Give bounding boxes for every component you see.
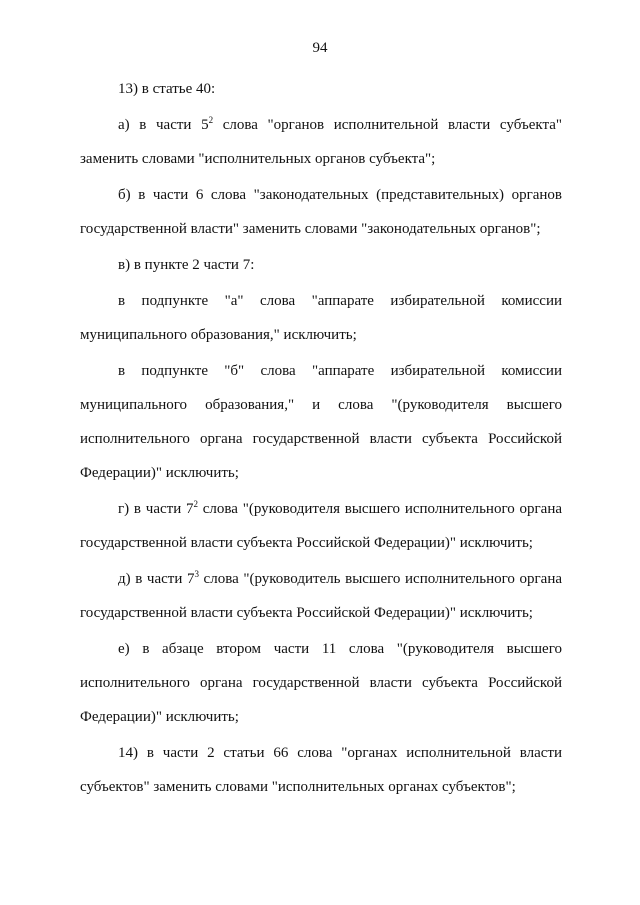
item-13-heading: 13) в статье 40: — [118, 81, 216, 97]
item-14-line-2: субъектов" заменить словами "исполнительных органах субъектов"; — [80, 779, 516, 795]
subitem-b-line-3: исполнительного органа государственной власти субъекта Российской — [80, 431, 562, 447]
subitem-b-line-4: Федерации)" исключить; — [80, 465, 239, 481]
item-14-line-1: 14) в части 2 статьи 66 слова "органах исполнительной власти — [118, 745, 562, 761]
subitem-a-line-2: муниципального образования," исключить; — [80, 327, 357, 343]
item-d-line-1: д) в части $7^3$ слова "(руководитель высшего исполнительного органа — [118, 569, 563, 587]
subitem-b-line-1: в подпункте "б" слова "аппарате избирательной комиссии — [118, 363, 562, 379]
subitem-a-line-1: в подпункте "а" слова "аппарате избирательной комиссии — [118, 293, 562, 309]
item-b-line-2: государственной власти" заменить словами "законодательных органов"; — [80, 221, 541, 237]
item-e-line-1: е) в абзаце втором части 11 слова "(руководителя высшего — [118, 641, 562, 657]
item-e-line-3: Федерации)" исключить; — [80, 709, 239, 725]
item-a-line-2: заменить словами "исполнительных органов субъекта"; — [80, 151, 436, 167]
item-g-line-2: государственной власти субъекта Российской Федерации)" исключить; — [80, 535, 533, 551]
item-d-line-2: государственной власти субъекта Российской Федерации)" исключить; — [80, 605, 533, 621]
item-v-heading: в) в пункте 2 части 7: — [118, 257, 255, 273]
subitem-b-line-2: муниципального образования," и слова "(руководителя высшего — [80, 397, 562, 413]
item-a-line-1: а) в части $5^2$ слова "органов исполнительной власти субъекта" — [118, 115, 562, 133]
item-e-line-2: исполнительного органа государственной власти субъекта Российской — [80, 675, 562, 691]
page-number: 94 — [312, 40, 328, 56]
item-b-line-1: б) в части 6 слова "законодательных (представительных) органов — [118, 187, 562, 203]
item-g-line-1: г) в части $7^2$ слова "(руководителя высшего исполнительного органа — [118, 499, 563, 517]
